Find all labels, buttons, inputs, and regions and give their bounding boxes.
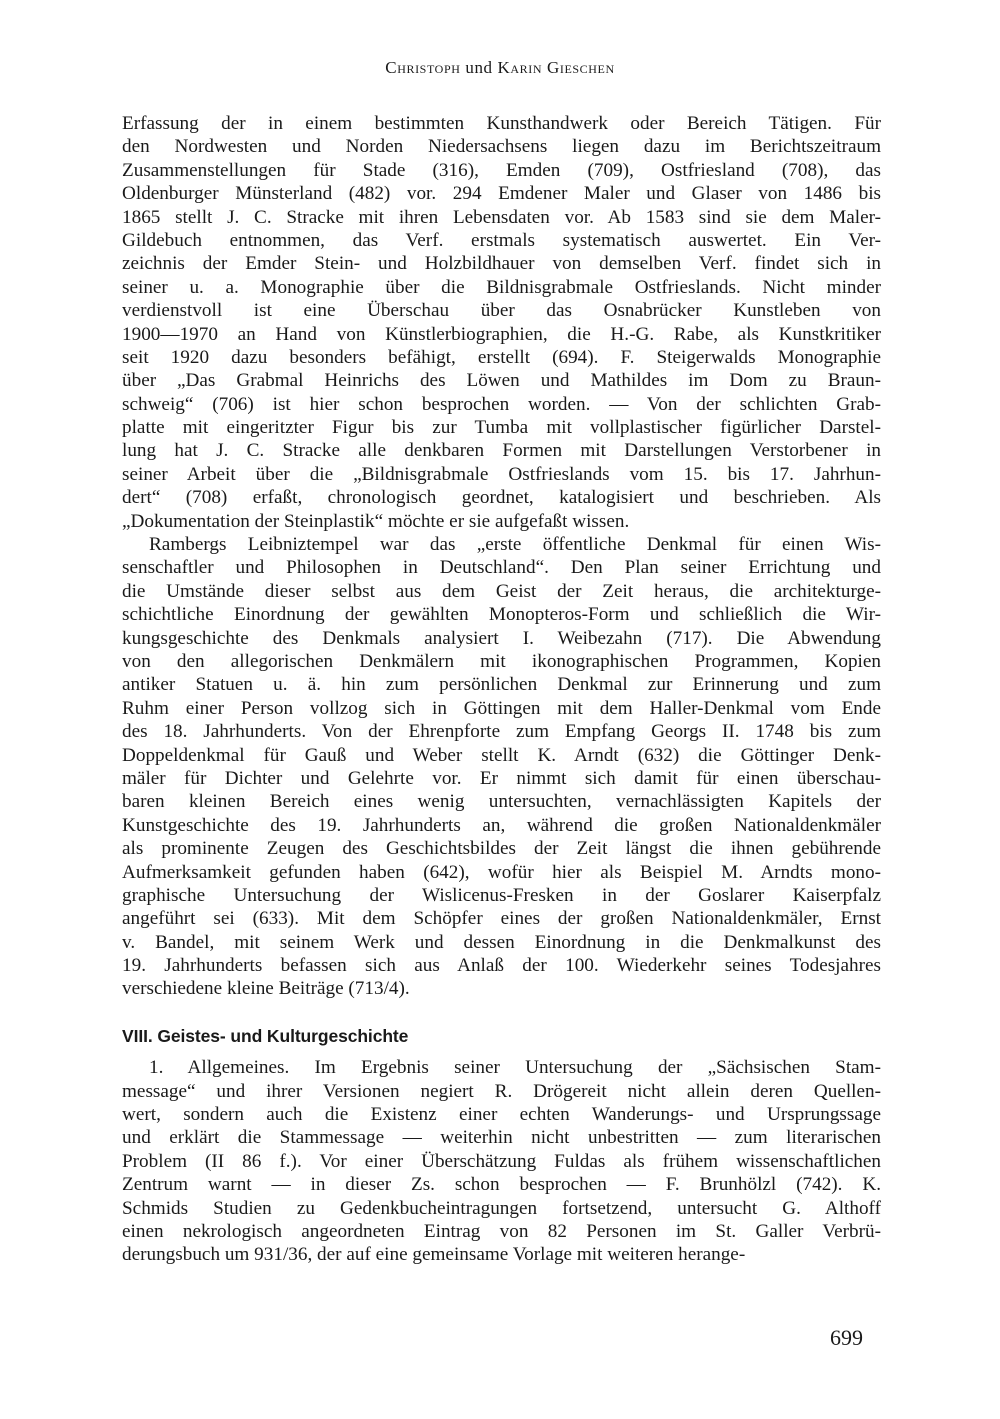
text-line: Oldenburger Münsterland (482) vor. 294 Emdener Maler und Glaser von 1486 bis — [122, 183, 881, 205]
text-line: „Dokumentation der Steinplastik“ möchte er sie aufgefaßt wissen. — [122, 510, 630, 532]
text-line: seit 1920 dazu besonders befähigt, erstellt (694). F. Steigerwalds Monographie — [122, 346, 881, 368]
text-line: als prominente Zeugen des Geschichtsbildes der Zeit längst die ihnen gebührende — [122, 838, 881, 860]
text-line: schweig“ (706) ist hier schon besprochen worden. — Von der schlichten Grab- — [122, 393, 881, 415]
text-line: Rambergs Leibniztempel war das „erste öffentliche Denkmal für einen Wis- — [149, 534, 881, 556]
text-line: seiner Arbeit über die „Bildnisgrabmale Ostfrieslands vom 15. bis 17. Jahrhun- — [122, 463, 881, 485]
text-line: zeichnis der Emder Stein- und Holzbildhauer von demselben Verf. findet sich in — [122, 253, 881, 275]
text-line: 1. Allgemeines. Im Ergebnis seiner Untersuchung der „Sächsischen Stam- — [149, 1057, 881, 1079]
text-line: 19. Jahrhunderts befassen sich aus Anlaß der 100. Wiederkehr seines Todesjahres — [122, 955, 881, 977]
text-line: Zentrum warnt — in dieser Zs. schon besprochen — F. Brunhölzl (742). K. — [122, 1174, 881, 1196]
text-line: wert, sondern auch die Existenz einer echten Wanderungs- und Ursprungssage — [122, 1104, 881, 1126]
text-line: senschaftler und Philosophen in Deutschland“. Den Plan seiner Errichtung und — [122, 557, 881, 579]
text-line: dert“ (708) erfaßt, chronologisch geordnet, katalogisiert und beschrieben. Als — [122, 487, 881, 509]
paragraph-2 — [122, 533, 881, 1001]
text-line: baren kleinen Bereich eines wenig untersuchten, vernachlässigten Kapitels der — [122, 791, 881, 813]
text-line: Gildebuch entnommen, das Verf. erstmals systematisch auswertet. Ein Ver- — [122, 229, 881, 251]
text-line: Erfassung der in einem bestimmten Kunsthandwerk oder Bereich Tätigen. Für — [122, 113, 881, 134]
text-line: Doppeldenkmal für Gauß und Weber stellt K. Arndt (632) die Göttinger Denk- — [122, 744, 881, 766]
page-number: 699 — [830, 1325, 863, 1350]
text-line: 1865 stellt J. C. Stracke mit ihren Lebensdaten vor. Ab 1583 sind sie dem Maler- — [122, 206, 881, 228]
text-line: v. Bandel, mit seinem Werk und dessen Einordnung in die Denkmalkunst des — [122, 931, 881, 953]
text-line: Schmids Studien zu Gedenkbucheintragungen fortsetzend, untersucht G. Althoff — [122, 1197, 881, 1219]
text-line: die Umstände dieser selbst aus dem Geist der Zeit heraus, die architekturge- — [122, 580, 881, 602]
text-line: von den allegorischen Denkmälern mit ikonographischen Programmen, Kopien — [122, 650, 881, 672]
text-line: Kunstgeschichte des 19. Jahrhunderts an, während die großen Nationaldenkmäler — [122, 814, 881, 836]
text-line: verschiedene kleine Beiträge (713/4). — [122, 978, 410, 1000]
running-head — [0, 58, 1000, 78]
text-line: über „Das Grabmal Heinrichs des Löwen und Mathildes im Dom zu Braun- — [122, 370, 881, 392]
running-head-author1: Christoph — [385, 58, 461, 77]
text-line: antiker Statuen u. ä. hin zum persönlichen Denkmal zur Erinnerung und zum — [122, 674, 881, 696]
body-text — [122, 112, 881, 1267]
running-head-connector: und — [465, 58, 493, 77]
text-line: message“ und ihrer Versionen negiert R. Drögereit nicht allein deren Quellen- — [122, 1080, 881, 1102]
text-line: angeführt sei (633). Mit dem Schöpfer eines der großen Nationaldenkmäler, Ernst — [122, 908, 881, 930]
text-line: Ruhm einer Person vollzog sich in Göttingen mit dem Haller-Denkmal vom Ende — [122, 697, 881, 719]
text-line: derungsbuch um 931/36, der auf eine gemeinsame Vorlage mit weiteren herange- — [122, 1244, 746, 1266]
text-line: und erklärt die Stammessage — weiterhin nicht unbestritten — zum literarischen — [122, 1127, 881, 1149]
running-head-author2: Karin Gieschen — [497, 58, 615, 77]
text-line: mäler für Dichter und Gelehrte vor. Er nimmt sich damit für einen überschau- — [122, 767, 881, 789]
section-heading: VIII. Geistes- und Kulturgeschichte — [122, 1025, 409, 1046]
text-line: Aufmerksamkeit gefunden haben (642), wofür hier als Beispiel M. Arndts mono- — [122, 861, 881, 883]
paragraph-3 — [122, 1056, 881, 1267]
text-line: graphische Untersuchung der Wislicenus-Fresken in der Goslarer Kaiserpfalz — [122, 884, 881, 906]
text-line: schichtliche Einordnung der gewählten Monopteros-Form und schließlich die Wir- — [122, 604, 881, 626]
text-line: 1900—1970 an Hand von Künstlerbiographien, die H.-G. Rabe, als Kunstkritiker — [122, 323, 881, 345]
text-line: platte mit eingeritzter Figur bis zur Tumba mit vollplastischer figürlicher Darstel- — [122, 417, 881, 439]
text-line: den Nordwesten und Norden Niedersachsens liegen dazu im Berichtszeitraum — [122, 136, 881, 158]
text-line: Zusammenstellungen für Stade (316), Emden (709), Ostfriesland (708), das — [122, 159, 881, 181]
text-line: kungsgeschichte des Denkmals analysiert I. Weibezahn (717). Die Abwendung — [122, 627, 881, 649]
text-line: verdienstvoll ist eine Überschau über das Osnabrücker Kunstleben von — [122, 300, 881, 322]
text-line: Problem (II 86 f.). Vor einer Überschätzung Fuldas als frühem wissenschaftlichen — [122, 1150, 881, 1172]
text-line: des 18. Jahrhunderts. Von der Ehrenpforte zum Empfang Georgs II. 1748 bis zum — [122, 721, 881, 743]
paragraph-1 — [122, 112, 881, 533]
text-line: lung hat J. C. Stracke alle denkbaren Formen mit Darstellungen Verstorbener in — [122, 440, 881, 462]
text-line: einen nekrologisch angeordneten Eintrag von 82 Personen im St. Galler Verbrü- — [122, 1220, 881, 1242]
text-line: seiner u. a. Monographie über die Bildnisgrabmale Ostfrieslands. Nicht minder — [122, 276, 881, 298]
